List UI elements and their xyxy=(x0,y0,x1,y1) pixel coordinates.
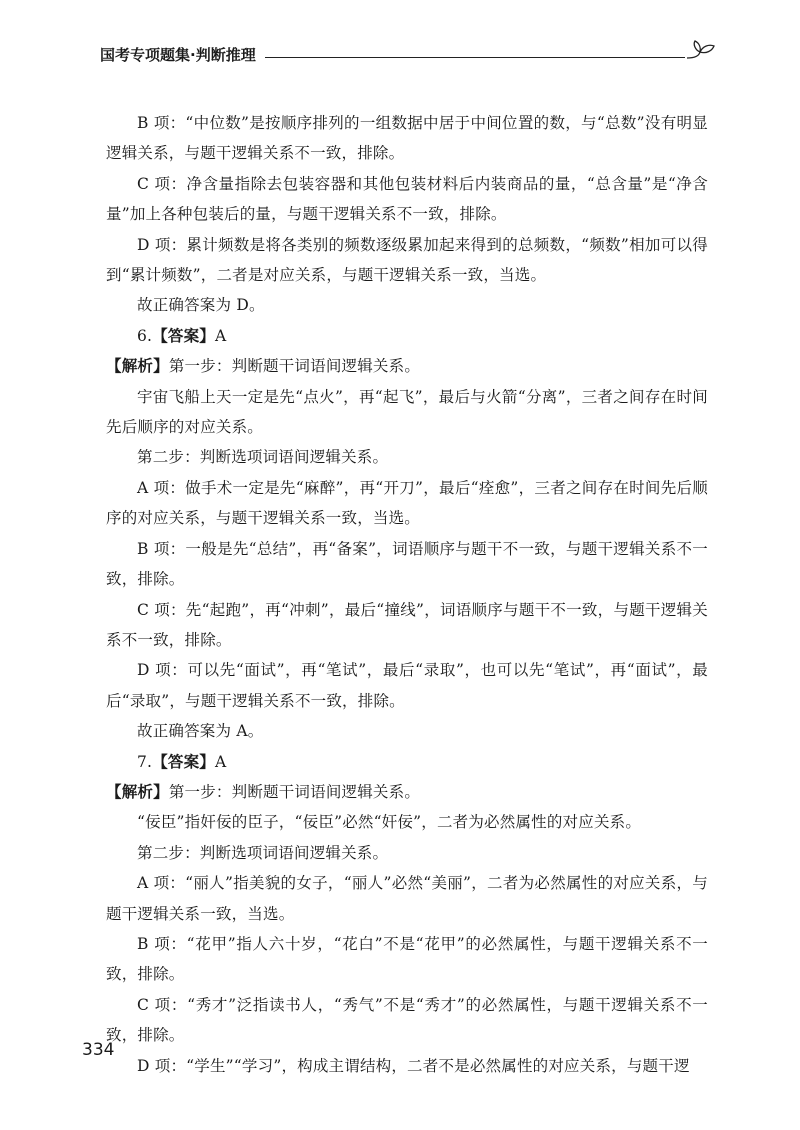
paragraph: B 项：“中位数”是按顺序排列的一组数据中居于中间位置的数，与“总数”没有明显逻辑关系，与题干逻辑关系不一致，排除。 xyxy=(106,114,708,163)
paragraph: C 项：先“起跑”，再“冲刺”，最后“撞线”，词语顺序与题干不一致，与题干逻辑关系不一致，排除。 xyxy=(106,600,708,649)
answer-label: 【答案】 xyxy=(152,325,216,345)
sprout-icon xyxy=(683,38,717,64)
question-number: 6. xyxy=(137,326,153,345)
paragraph: D 项：可以先“面试”，再“笔试”，最后“录取”，也可以先“笔试”，再“面试”，最后“录取”，与题干逻辑关系不一致，排除。 xyxy=(106,661,708,710)
paragraph: A 项：做手术一定是先“麻醉”，再“开刀”，最后“痊愈”，三者之间存在时间先后顺序的对应关系，与题干逻辑关系一致，当选。 xyxy=(106,478,708,528)
analysis-line xyxy=(106,351,708,381)
book-title: 国考专项题集·判断推理 xyxy=(100,46,256,64)
analysis-label: 【解析】 xyxy=(106,781,169,801)
header-rule xyxy=(265,57,685,58)
paragraph: C 项：净含量指除去包装容器和其他包装材料后内装商品的量，“总含量”是“净含量”加上各种包装后的量，与题干逻辑关系不一致，排除。 xyxy=(106,174,708,224)
paragraph: D 项：累计频数是将各类别的频数逐级累加起来得到的总频数，“频数”相加可以得到“累计频数”，二者是对应关系，与题干逻辑关系一致，当选。 xyxy=(106,235,708,285)
paragraph: 宇宙飞船上天一定是先“点火”，再“起飞”，最后与火箭“分离”，三者之间存在时间先后顺序的对应关系。 xyxy=(106,387,708,437)
answer-value: A xyxy=(215,326,227,345)
page-body xyxy=(106,108,708,1081)
paragraph: B 项：一般是先“总结”，再“备案”，词语顺序与题干不一致，与题干逻辑关系不一致，排除。 xyxy=(106,539,708,589)
answer-label: 【答案】 xyxy=(152,751,216,771)
running-header xyxy=(100,38,720,68)
paragraph: B 项：“花甲”指人六十岁，“花白”不是“花甲”的必然属性，与题干逻辑关系不一致，排除。 xyxy=(106,934,708,984)
answer-value: A xyxy=(215,752,227,771)
answer-line xyxy=(106,747,708,777)
paragraph: 故正确答案为 D。 xyxy=(137,296,265,315)
analysis-step: 第一步：判断题干词语间逻辑关系。 xyxy=(168,357,421,376)
paragraph: C 项：“秀才”泛指读书人，“秀气”不是“秀才”的必然属性，与题干逻辑关系不一致，排除。 xyxy=(106,995,708,1045)
answer-line xyxy=(106,321,708,351)
question-number: 7. xyxy=(137,752,153,771)
analysis-line xyxy=(106,777,708,807)
paragraph: D 项：“学生”“学习”，构成主谓结构，二者不是必然属性的对应关系，与题干逻 xyxy=(137,1056,690,1075)
page-number: 334 xyxy=(82,1040,115,1060)
paragraph: 第二步：判断选项词语间逻辑关系。 xyxy=(137,843,389,862)
paragraph: 故正确答案为 A。 xyxy=(137,722,264,741)
paragraph: “佞臣”指奸佞的臣子，“佞臣”必然“奸佞”，二者为必然属性的对应关系。 xyxy=(137,813,642,832)
analysis-step: 第一步：判断题干词语间逻辑关系。 xyxy=(168,782,421,801)
paragraph: A 项：“丽人”指美貌的女子，“丽人”必然“美丽”，二者为必然属性的对应关系，与题干逻辑关系一致，当选。 xyxy=(106,874,708,923)
paragraph: 第二步：判断选项词语间逻辑关系。 xyxy=(137,448,389,467)
analysis-label: 【解析】 xyxy=(106,356,169,376)
